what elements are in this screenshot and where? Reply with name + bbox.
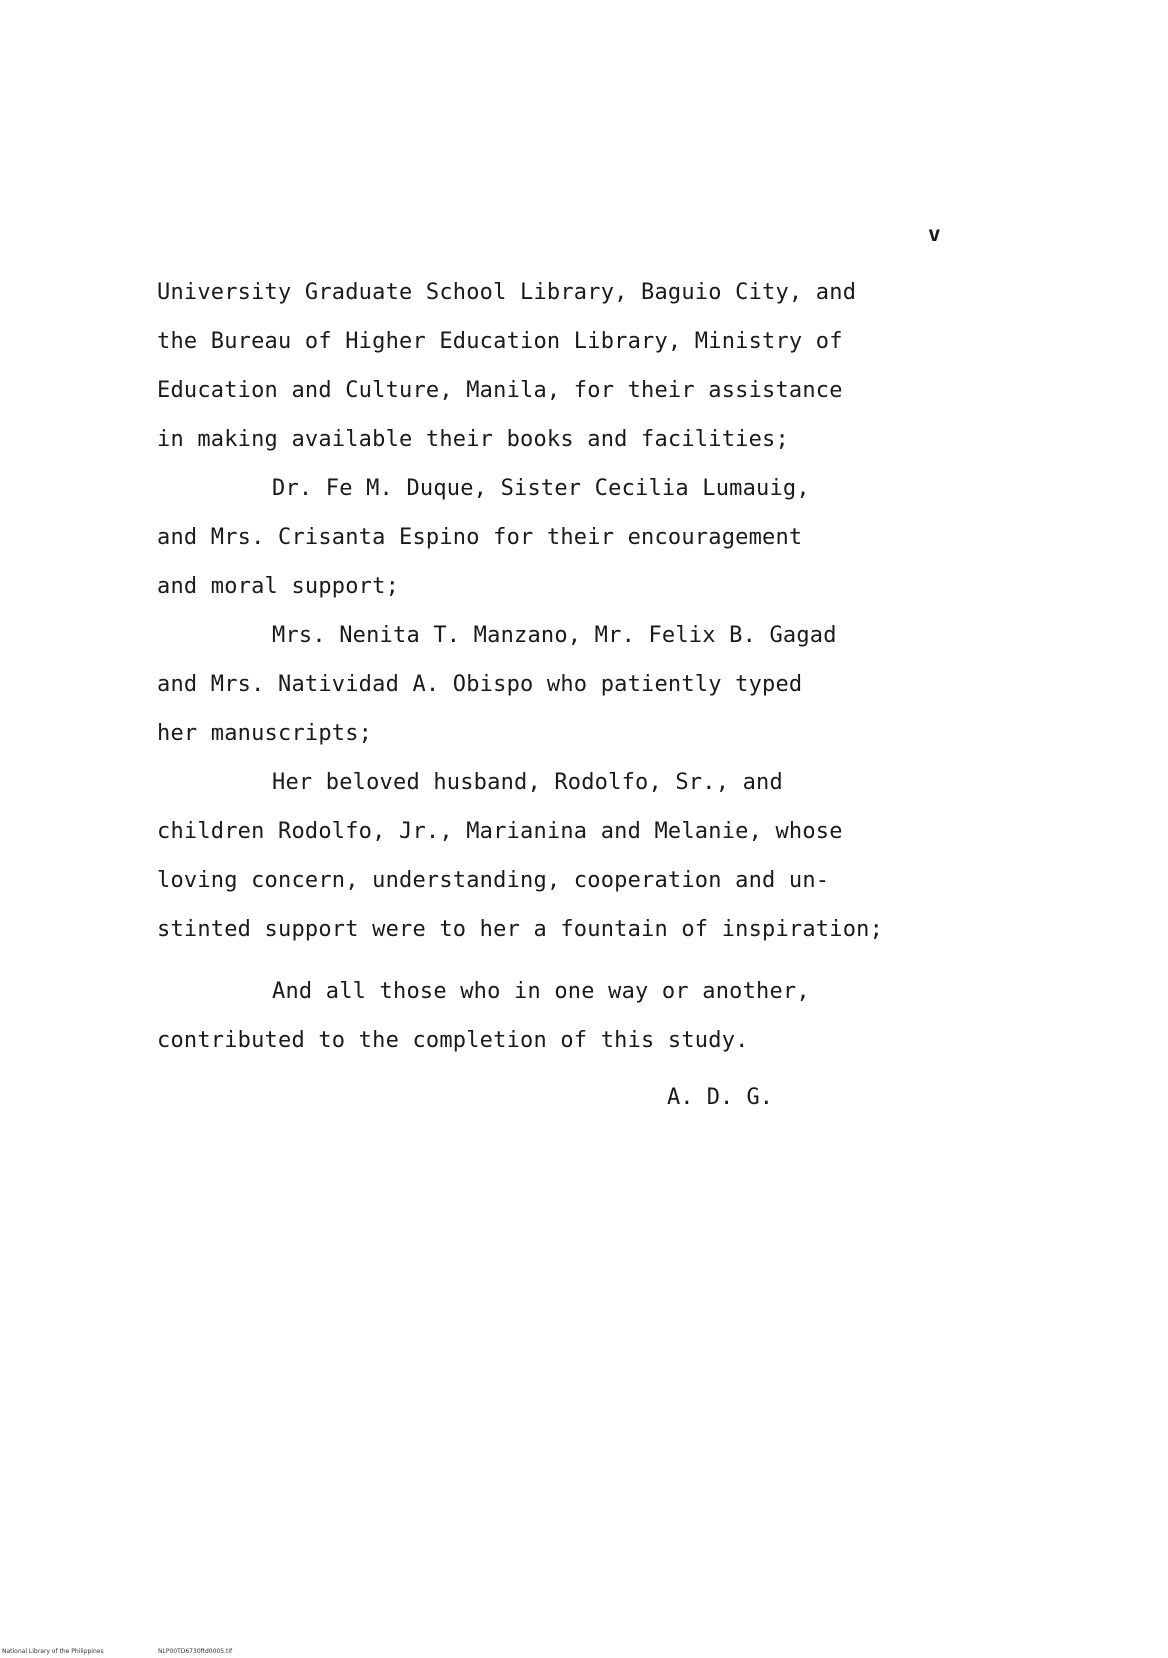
text-line: loving concern, understanding, cooperation and un- [157,868,830,893]
text-line: and Mrs. Crisanta Espino for their encouragement [157,525,803,550]
text-line: stinted support were to her a fountain of inspiration; [157,917,884,942]
paragraph-first-line: Mrs. Nenita T. Manzano, Mr. Felix B. Gagad [272,623,837,648]
text-line: and Mrs. Natividad A. Obispo who patiently typed [157,672,803,697]
signature-initials: A. D. G. [667,1085,773,1110]
text-line: her manuscripts; [157,721,373,746]
text-line: contributed to the completion of this study. [157,1028,749,1053]
text-line: the Bureau of Higher Education Library, Ministry of [157,329,843,354]
text-line: and moral support; [157,574,400,599]
text-line: Education and Culture, Manila, for their assistance [157,378,843,403]
page-number: v [928,222,941,246]
text-line: children Rodolfo, Jr., Marianina and Melanie, whose [157,819,843,844]
footer-institution: National Library of the Philippines [2,1648,104,1655]
paragraph-first-line: Her beloved husband, Rodolfo, Sr., and [272,770,783,795]
text-line: University Graduate School Library, Baguio City, and [157,280,857,305]
paragraph-first-line: Dr. Fe M. Duque, Sister Cecilia Lumauig, [272,476,810,501]
footer-filename: NLP00TD6730ftd0005.tif [158,1648,233,1655]
paragraph-first-line: And all those who in one way or another, [272,979,810,1004]
text-line: in making available their books and facilities; [157,427,789,452]
